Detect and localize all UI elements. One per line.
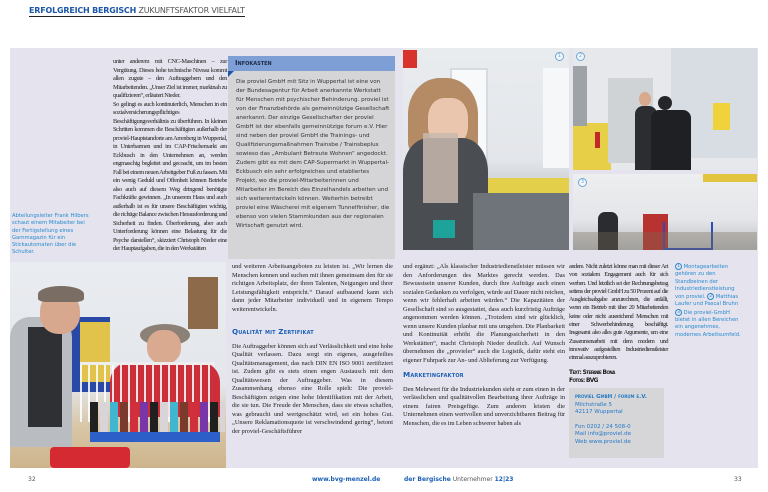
section-kicker (29, 6, 245, 17)
contact-box (569, 388, 664, 458)
paragraph: andere. Nicht zuletzt könne man mit dieser Art von sozialem Engagement auch für sich werben. Und letztlich sei der Rechnungsbetrag seitens der proviel GmbH zu 50 Prozent auf die Ausgleichsabgabe anzurechnen, die anfällt, wenn ein Betrieb mit über 20 Mitarbeitenden keine oder nicht ausreichend Menschen mit einer Schwerbehinderung beschäftigt. Insgesamt also alles gute Argumente, um eine Zusammenarbeit mit dem modern und innovativ aufgestellten Industriedienstleister einmal auszuprobieren. (569, 263, 668, 362)
photo-workshop-hall (573, 174, 757, 250)
caption-text: Matthias Laufer und Pascal Bruhn (675, 294, 739, 308)
page-number-right: 33 (734, 476, 742, 483)
caption-text: Die proviel-GmbH bietet in allen Bereichen ein angenehmes, modernes Arbeitsumfeld. (675, 309, 741, 338)
info-box-title: Infokasten (228, 56, 395, 71)
photo-woman-assembling (403, 48, 569, 250)
paragraph: Den Mehrwert für die Industriekunden sieht er zum einen in der verlässlichen und qualitätvollen Bearbeitung ihrer Aufträge in einem fairen Preisgefüge. Zum anderen leisten die Unternehmen einen wertvollen und unverzichtbaren Beitrag für Menschen, die es im Leben schwerer haben als (403, 385, 565, 427)
kicker-bold: ERFOLGREICH BERGISCH (29, 6, 137, 15)
info-box-text: Die proviel GmbH mit Sitz in Wuppertal ist eine von der Bundesagentur für Arbeit anerkannte Werkstatt für Menschen mit psychischer Behinderung. proviel ist von der Finanzbehörde als gemeinnützige Gesellschaft anerkannt. Der einzige Gesellschafter der proviel GmbH ist der ebenfalls gemeinnützige forum e.V. Hier sind neben der proviel GmbH die Trainings- und Qualifizierungsmaßnahmen Trainsbe / Trainsbeplus sowieso das „Ambulant Betreute Wohnen“ angedockt. Zudem gibt es mit dem CAP-Supermarkt in Wuppertal-Eckbusch ein sehr erfolgreiches und etabliertes Projekt, wo die proviel-Mitarbeiterinnen und Mitarbeiter im Bereich des Einzelhandels arbeiten und sich weiterentwickeln können. Weiterhin betreibt proviel eine Wäscherei mit eigenem Tunnelfinisher, die ebenso von vielen Stammkunden aus der regionalen Wirtschaft genutzt wird. (236, 79, 390, 229)
text-column-2 (232, 263, 393, 436)
issue-number: 12|23 (494, 476, 514, 483)
number-badge: 3 (675, 309, 682, 316)
contact-name: proviel GmbH / forum e.V. (575, 394, 647, 400)
paragraph: und weiteren Arbeitsangeboten zu leisten ist. „Wir lernen die Menschen kennen und suchen mit ihnen gemeinsam den für sie richtigen Arbeitsplatz, der ihren Talenten, Neigungen und ihrer Leistungsfähigkeit entspricht.“ Darauf aufbauend kann sich dann jeder Mitarbeiter individuell und in eigenem Tempo weiterentwickeln. (232, 263, 393, 313)
text-column-1 (113, 58, 227, 254)
contact-web-link[interactable]: Web www.proviel.de (575, 438, 631, 445)
magazine-title (404, 476, 513, 483)
caption-left: Abteilungsleiter Frank Hilbers schaut einem Mitabeiter bei der Fertigstellung eines Garnmagazin für ein Stickautomaten über die Schulter. (12, 213, 89, 256)
magazine-title-bold: der Bergische (404, 476, 451, 483)
text-credit: Text: Stefanie Bona (569, 369, 615, 376)
corner-marker-icon (228, 71, 234, 77)
text-column-4 (569, 263, 668, 385)
photo-two-men-at-machine (573, 48, 757, 170)
paragraph: Die Auftraggeber können sich auf Verlässlichkeit und eine hohe Qualität verlassen. Dazu sorgt ein eigenes, ausgefeiltes Qualitätsmanagement, das nach DIN EN ISO 9001 zertifiziert ist. Zudem gibt es stets einen engen Austausch mit dem Qualitätswesen der Auftraggeber. Was in diesem Zusammenhang ebenso eine Rolle spielt: Die proviel-Beschäftigten zeigen eine hohe Identifikation mit der Arbeit, die sie tun. Die Freude der Menschen, dass sie etwas schaffen, was gebraucht und wertgeschätzt wird, sei ein hohes Gut. „Unsere Reklamationsquote ist verschwindend gering“, betont der proviel-Geschäftsführer (232, 342, 393, 435)
section-heading: Qualität mit Zertifikat (232, 327, 314, 336)
text-column-3 (403, 263, 565, 428)
contact-city: 42117 Wuppertal (575, 409, 623, 416)
contact-phone: Fon 0202 / 24 508-0 (575, 423, 631, 430)
contact-street: Milchstraße 5 (575, 401, 613, 408)
number-badge: 2 (707, 293, 714, 300)
page-number-left: 32 (28, 476, 36, 483)
photo-number-badge: 1 (555, 52, 564, 61)
contact-mail-link[interactable]: Mail info@proviel.de (575, 431, 632, 438)
photo-number-badge: 3 (578, 178, 587, 187)
section-heading: Marketingfaktor (403, 370, 464, 379)
photo-credit: Fotos: BVG (569, 377, 598, 384)
paragraph: unter anderem mit CNC-Maschinen – zur Vergütung. Dieses hohe technische Niveau kommt allen zugute – den Auftraggebern und den Mitarbeitenden. „Unser Ziel ist immer, marktnah zu qualifizieren“, erläutert Nieder. (113, 58, 227, 99)
paragraph: So gelingt es auch kontinuierlich, Menschen in ein sozialversicherungspflichtiges Beschäftigungsverhältnis zu überführen. In kleinen Schritten kommen die Beschäftigten außerhalb der proviel-Hauptstandorte am Arrenberg in Wuppertal, in Unterbarmen und im CAP-Frischemarkt am Eckbusch in den Unternehmen an, werden engmaschig begleitet und gecoacht, um im besten Fall bei einem neuen Arbeitgeber Fuß zu fassen. Mit ein wenig Geduld und Offenheit können Betriebe also auch auf diesem Weg dringend benötigte Fachkräfte gewinnen. „In unserem Haus und auch außerhalb ist es für unsere Beschäftigten wichtig, die richtige Balance zwischen Herausforderung und Sicherheit zu finden. Überforderung, aber auch Unterforderung können eine Belastung für die Psyche darstellen“, skizziert Christoph Nieder eine der Hauptaufgaben, die in den Werkstätten (113, 100, 227, 252)
caption-right (675, 263, 745, 339)
paragraph: und ergänzt: „Als klassischer Industriedienstleister müssen wir den Anforderungen des Marktes gerecht werden. Das Bewusstsein unserer Kunden, durch ihre Aufträge auch einen sozialen Gedanken zu verfolgen, würde auf Dauer nicht reichen, wenn wir fehlerhaft arbeiten würden.“ Die Kapazitäten der Gesellschaft sind so ausgestattet, dass auch kurzfristig Aufträge angenommen werden können. „Trotzdem sind wir glücklich, wenn unsere Kunden planbar mit uns umgehen. Die Planbarkeit und Kontinuität erhöht die Planungssicherheit in den Werkstätten“, macht Christoph Nieder deutlich. Auf Wunsch übernehmen die „provieler“ auch die Logistik, dafür steht ein eigener Fuhrpark zur An- und Ablieferung zur Verfügung. (403, 263, 565, 364)
kicker-rest: ZUKUNFTSFAKTOR VIELFALT (138, 6, 245, 15)
caption-text: Montagearbeiten gehören zu den Standbeinen der Industriedienstleistung von proviel. (675, 264, 735, 301)
magazine-title-rest: Unternehmer (452, 476, 493, 483)
publisher-url[interactable]: www.bvg-menzel.de (312, 476, 381, 483)
photo-number-badge: 2 (576, 52, 585, 61)
info-box (228, 56, 395, 259)
photo-thread-magazine (10, 262, 226, 468)
number-badge: 1 (675, 263, 682, 270)
